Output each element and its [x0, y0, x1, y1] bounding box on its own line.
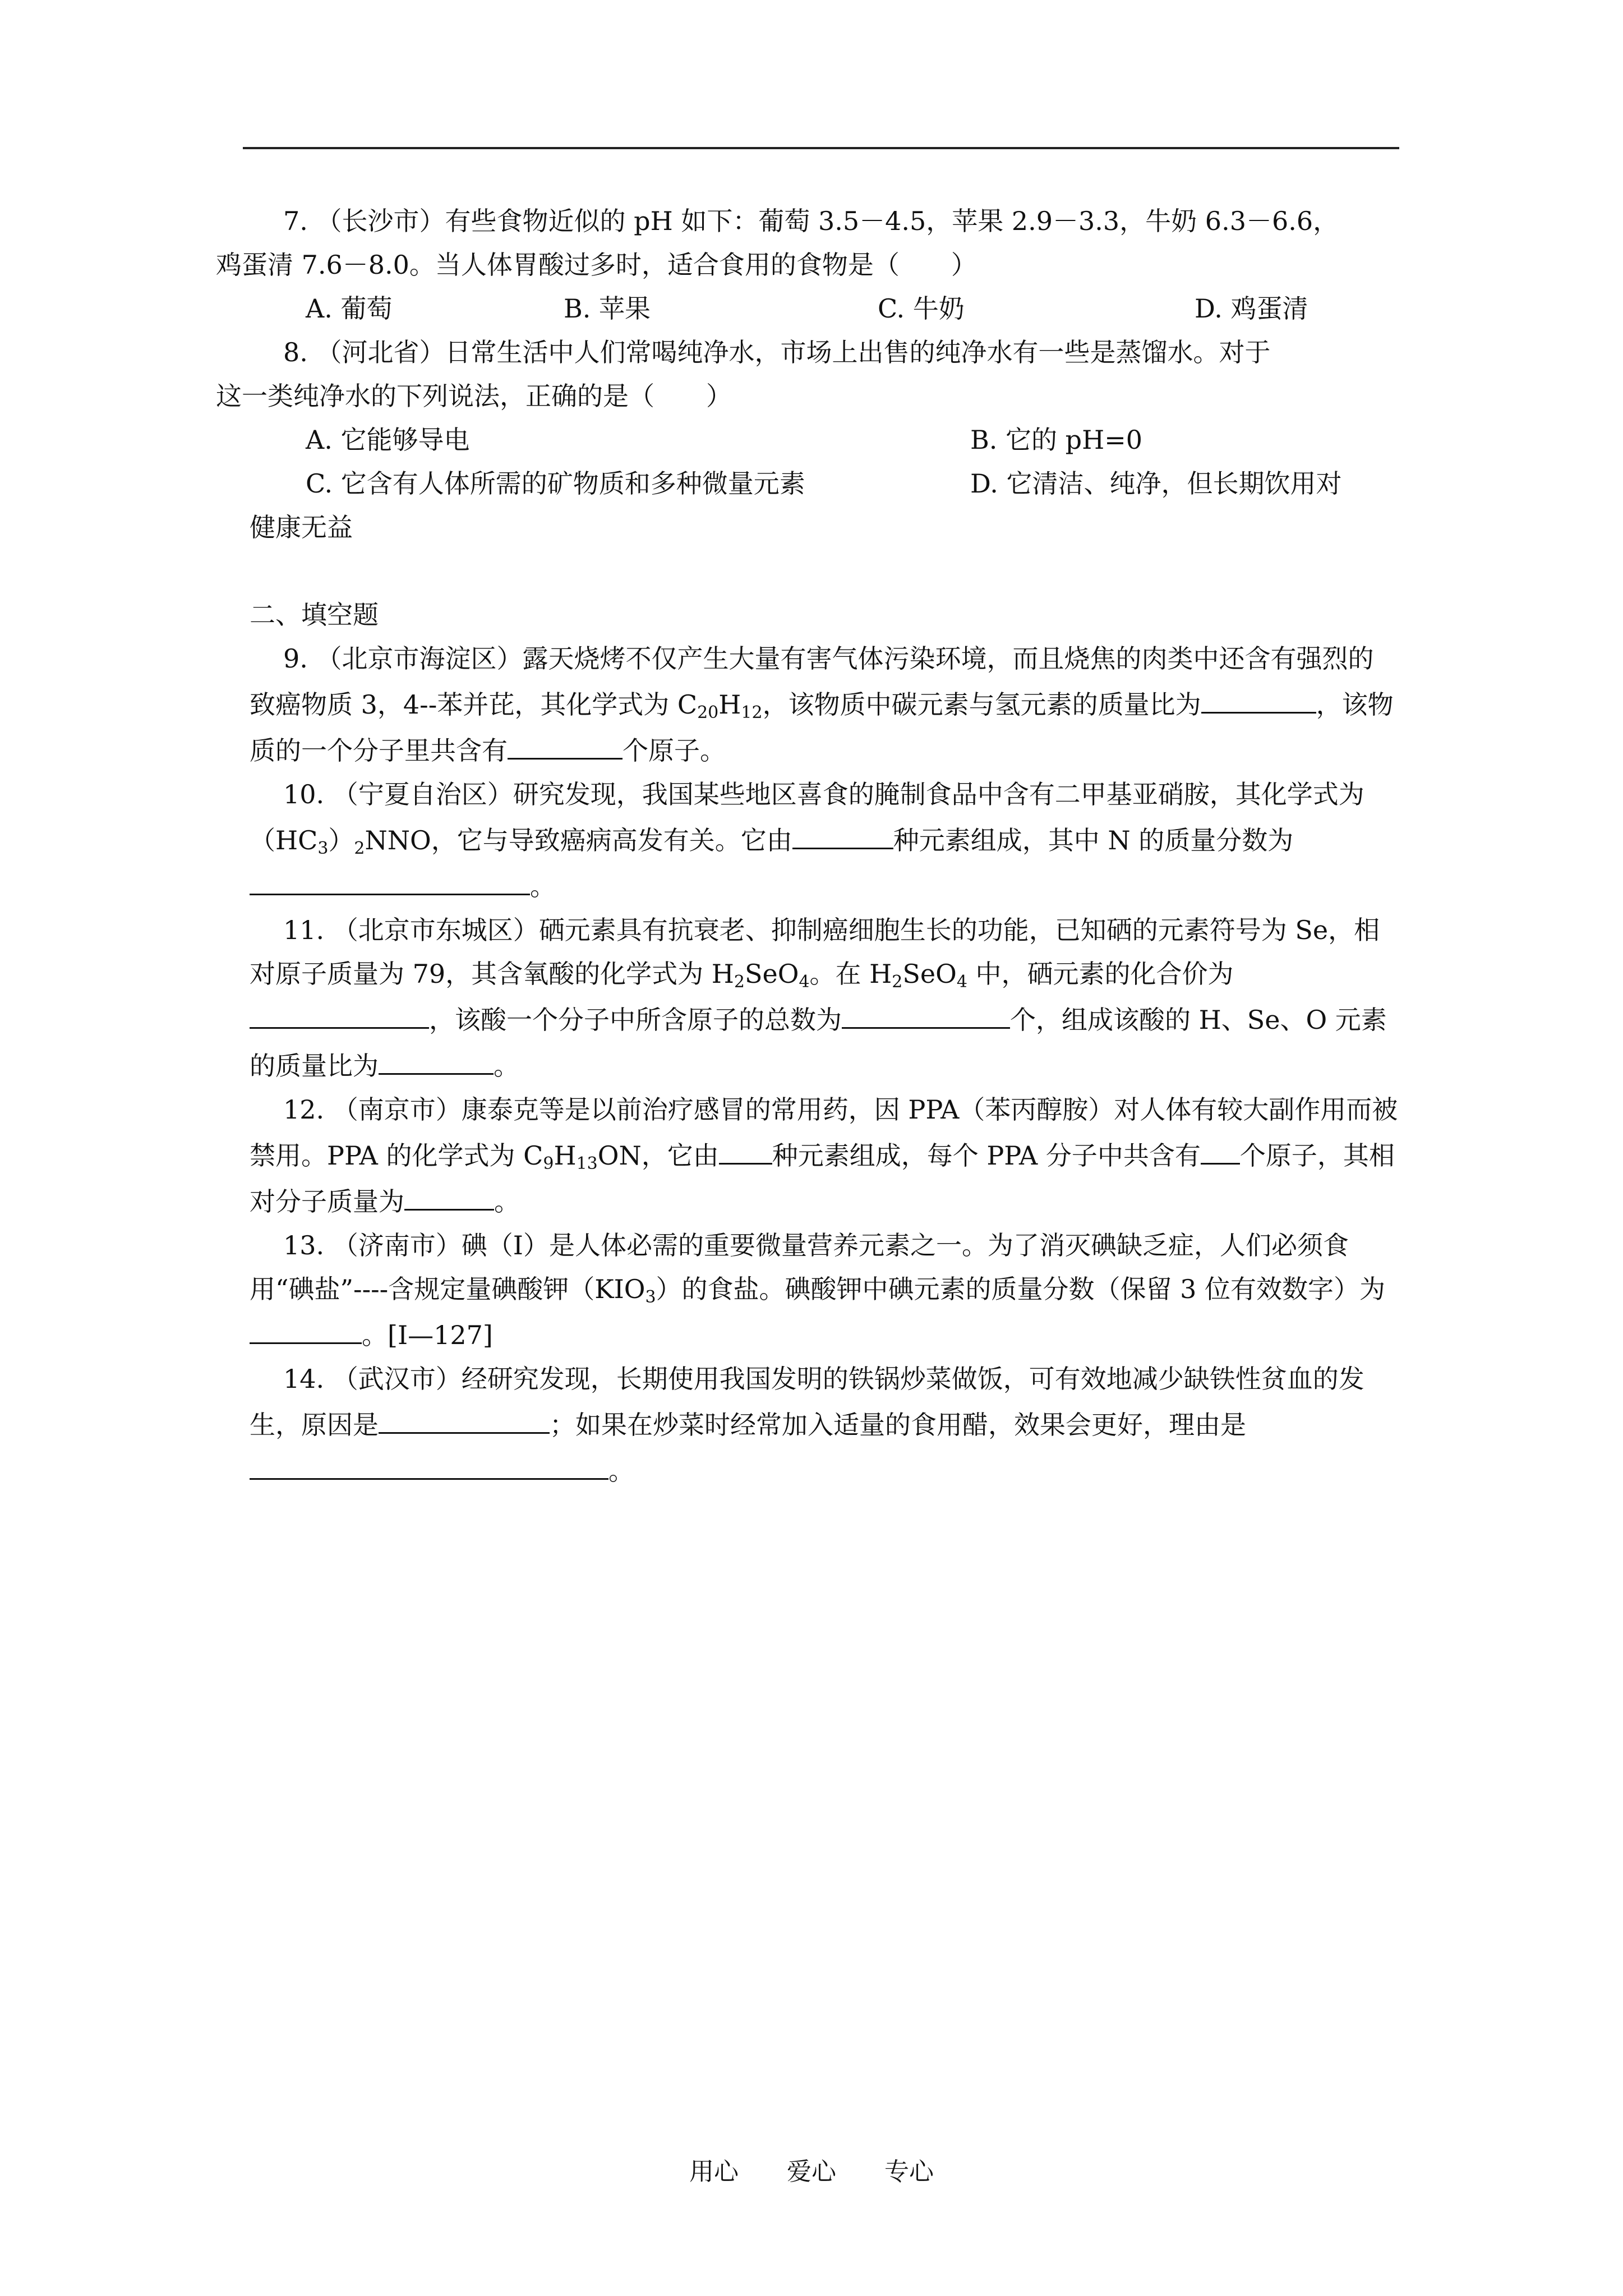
question-9: 9. （北京市海淀区）露天烧烤不仅产生大量有害气体污染环境，而且烧焦的肉类中还含有强烈的致癌物质 3，4--苯并芘，其化学式为 $C_{20}H_{12}$，该物质中碳元素与氢元素的质量比为 ，该物质的一个分子里共含有 个原子。: [250, 643, 1394, 766]
q12-blank-2[interactable]: [1201, 1131, 1240, 1165]
q14-blank-1[interactable]: [379, 1401, 550, 1434]
page-footer: [0, 2151, 1623, 2187]
question-7: [216, 199, 1399, 287]
q11-blank-3[interactable]: [379, 1042, 494, 1075]
q8-option-d[interactable]: D. 它清洁、纯净，但长期饮用对: [970, 468, 1342, 499]
q7-line2: 鸡蛋清 7.6－8.0。当人体胃酸过多时，适合食用的食物是（ ）: [216, 250, 977, 280]
q8-options-row1: [250, 418, 1399, 462]
question-13: 13. （济南市）碘（I）是人体必需的重要微量营养元素之一。为了消灭碘缺乏症，人们必须食用“碘盐”----含规定量碘酸钾$(KIO_3)$的食盐。碘酸钾中碘元素的质量分数（保留 3 位有效数字）为。[I—127]: [250, 1230, 1386, 1350]
q12-blank-1[interactable]: [719, 1131, 772, 1165]
q8-option-b[interactable]: B. 它的 pH=0: [970, 425, 1143, 455]
q10-blank-1[interactable]: [792, 816, 893, 849]
q7-option-d[interactable]: D. 鸡蛋清: [1195, 293, 1308, 324]
footer-text-1: 用心: [689, 2157, 739, 2186]
footer-text-2: 爱心: [787, 2157, 836, 2186]
q13-blank-1[interactable]: [250, 1311, 362, 1344]
q12-blank-3[interactable]: [404, 1177, 494, 1211]
question-14: 14. （武汉市）经研究发现，长期使用我国发明的铁锅炒菜做饭，可有效地减少缺铁性贫血的发生，原因是 ；如果在炒菜时经常加入适量的食用醋，效果会更好，理由是。: [250, 1364, 1364, 1486]
q11-blank-2[interactable]: [842, 996, 1010, 1029]
q9-blank-1[interactable]: [1201, 680, 1316, 714]
worksheet-body: [216, 199, 1399, 1493]
q8-option-a[interactable]: A. 它能够导电: [306, 425, 470, 455]
q9-blank-2[interactable]: [508, 726, 623, 760]
q8-option-c[interactable]: C. 它含有人体所需的矿物质和多种微量元素: [306, 468, 805, 499]
q7-line1: 7. （长沙市）有些食物近似的 pH 如下：葡萄 3.5－4.5，苹果 2.9－3.3，牛奶 6.3－6.6，: [283, 206, 1339, 236]
footer-text-3: 专心: [884, 2157, 934, 2186]
q8-line1: 8. （河北省）日常生活中人们常喝纯净水，市场上出售的纯净水有一些是蒸馏水。对于: [283, 337, 1271, 367]
q7-option-b[interactable]: B. 苹果: [564, 293, 651, 324]
header-rule: [243, 147, 1399, 149]
q10-blank-2[interactable]: [250, 862, 530, 895]
q7-option-c[interactable]: C. 牛奶: [878, 293, 965, 324]
question-10: 10. （宁夏自治区）研究发现，我国某些地区喜食的腌制食品中含有二甲基亚硝胺，其化学式为$(HC_3)_2NNO$，它与导致癌病高发有关。它由 种元素组成，其中 N 的质量分数为。: [250, 779, 1364, 901]
question-12: 12. （南京市）康泰克等是以前治疗感冒的常用药，因 PPA（苯丙醇胺）对人体有较大副作用而被禁用。PPA 的化学式为 $C_9H_{13}ON$，它由 种元素组成，每个 PPA 分子中共含有 个原子，其相对分子质量为 。: [250, 1094, 1398, 1217]
q8-line2: 这一类纯净水的下列说法，正确的是（ ）: [216, 381, 732, 411]
q7-option-a[interactable]: A. 葡萄: [306, 293, 393, 324]
question-11: 11. （北京市东城区）硒元素具有抗衰老、抑制癌细胞生长的功能，已知硒的元素符号为 Se，相对原子质量为 79，其含氧酸的化学式为 $H_2SeO_4$。在 $H_2SeO_4$ 中，硒元素的化合价为，该酸一个分子中所含原子的总数为 个，组成该酸的 H、Se、O 元素的质量比为 。: [250, 915, 1387, 1081]
q11-blank-1[interactable]: [250, 996, 429, 1029]
q14-blank-2[interactable]: [250, 1447, 608, 1480]
q8-option-d-continued: 健康无益: [250, 512, 353, 542]
section-title: 二、填空题: [250, 600, 379, 630]
q7-options: [250, 287, 1399, 330]
q8-options-row2: [250, 462, 1399, 505]
question-8: [216, 330, 1399, 418]
